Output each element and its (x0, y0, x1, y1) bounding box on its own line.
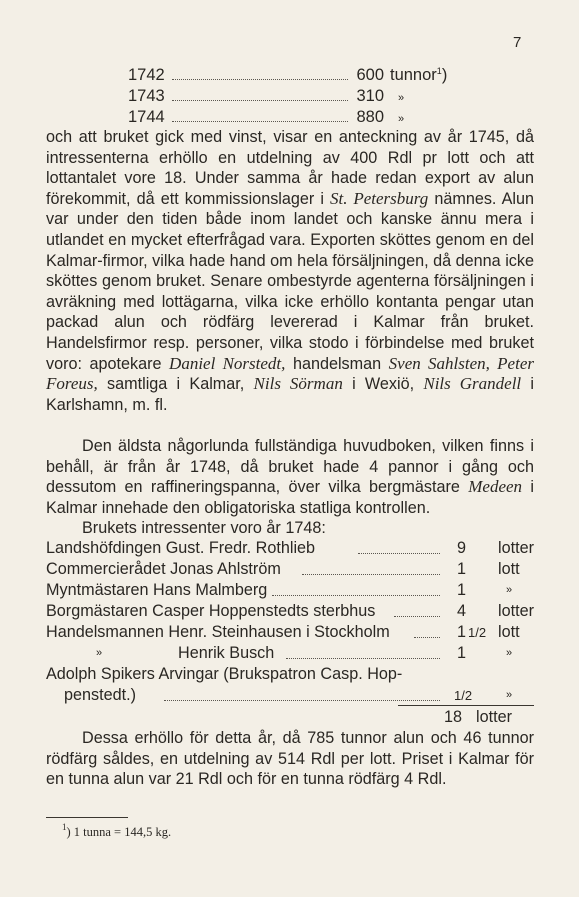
production-value: 880 (356, 108, 384, 126)
owner-row (46, 538, 534, 559)
owner-row (46, 559, 534, 580)
production-value: 310 (356, 87, 384, 105)
owner-qty-fraction: 1/2 (454, 688, 473, 703)
dot-leader (302, 574, 440, 575)
footnote-text: ) 1 tunna = 144,5 kg. (66, 825, 172, 839)
production-row-1743 (128, 87, 468, 108)
owners-list (46, 538, 534, 706)
place-name: St. Petersburg (330, 188, 429, 208)
person-name: Nils Grandell (423, 374, 522, 394)
production-value: 600 (356, 66, 384, 84)
owner-name-line2: penstedt.) (64, 686, 136, 704)
dot-leader (272, 595, 440, 596)
dot-leader (172, 79, 348, 80)
owner-row (46, 580, 534, 601)
total-qty: 18 (444, 708, 463, 726)
person-name: Nils Sörman (253, 374, 343, 394)
owners-heading: Brukets intressenter voro år 1748: (82, 519, 326, 537)
person-name: Medeen (468, 477, 523, 497)
owner-qty: 4 (456, 602, 466, 620)
owner-name: Landshöfdingen Gust. Fredr. Rothlieb (46, 539, 316, 557)
owner-qty: 1 (456, 560, 466, 578)
owner-unit: lotter (498, 602, 534, 620)
owner-unit: lott (498, 623, 520, 641)
paragraph-export: och att bruket gick med vinst, visar en anteckning av år 1745, då intressenterna erhöllo en utdelning av 400 Rdl pr lott och att lottantalet vore 18. Under samma år hade redan export av alun förekommit, då ett kommissionslager i St. Petersburg nämnes. Alun var under den tiden både inom landet och kanske ännu mera i utlandet en mycket efterfrågad vara. Exporten sköttes genom en del Kalmar-firmor, vilka hade hand om hela försäljningen, då denna icke sköttes genom bruket. Senare ombestyrde agenterna försäljningen i avräkning med lottägarna, vilka icke erhöllo kontanta pengar utan packad alun och rödfärg levererad i Kalmar från bruket. Handelsfirmor resp. personer, vilka stodo i förbindelse med bruket voro: apotekare Daniel Norstedt, handelsman Sven Sahlsten, Peter Foreus, samtliga i Kalmar, Nils Sörman i Wexiö, Nils Grandell i Karlshamn, m. fl. (46, 128, 534, 414)
owner-unit: lotter (498, 539, 534, 557)
owner-unit: » (506, 647, 513, 659)
footnote-mark: 1 (62, 822, 67, 832)
owner-unit: lott (498, 560, 520, 578)
production-row-1744 (128, 108, 468, 129)
total-row (444, 707, 512, 728)
production-year: 1742 (128, 66, 165, 84)
owner-row (46, 643, 534, 664)
owner-name: Handelsmannen Henr. Steinhausen i Stockholm (46, 623, 390, 641)
owner-unit: » (506, 584, 513, 596)
person-name: Sven Sahlsten, Peter Foreus, (46, 353, 534, 394)
owner-name: Henrik Busch (178, 644, 275, 662)
production-year: 1744 (128, 108, 165, 126)
ditto-mark: » (96, 647, 103, 659)
owner-qty: 1 (456, 623, 466, 641)
paragraph-dividend: Dessa erhöllo för detta år, då 785 tunnor alun och 46 tunnor rödfärg såldes, en utdelning av 514 Rdl per lott. Priset i Kalmar för en tunna alun var 21 Rdl och för en tunna rödfärg 4 Rdl. (46, 729, 534, 789)
person-name: Daniel Norstedt, (169, 353, 286, 373)
owner-qty-fraction: 1/2 (468, 625, 487, 640)
owner-name-line1: Adolph Spikers Arvingar (Brukspatron Casp. Hop- (46, 665, 403, 683)
owner-unit: » (506, 689, 513, 701)
owner-name: Borgmästaren Casper Hoppenstedts sterbhus (46, 602, 376, 620)
owner-name: Commercierådet Jonas Ahlström (46, 560, 281, 578)
production-table (128, 66, 468, 129)
dot-leader (286, 658, 440, 659)
production-unit: tunnor$^1$) (390, 66, 448, 84)
dot-leader (394, 616, 440, 617)
footnote-mark: 1 (436, 66, 442, 76)
owner-row (46, 664, 534, 706)
dot-leader (172, 121, 348, 122)
total-rule (398, 705, 534, 706)
footnote-rule (46, 817, 128, 818)
page-number: 7 (513, 34, 522, 51)
production-row-1742 (128, 66, 468, 87)
dot-leader (358, 553, 440, 554)
total-unit: lotter (476, 708, 512, 726)
owner-row (46, 601, 534, 622)
footnote (62, 822, 171, 840)
owner-qty: 1 (456, 581, 466, 599)
owner-row (46, 622, 534, 643)
owner-name: Myntmästaren Hans Malmberg (46, 581, 268, 599)
production-year: 1743 (128, 87, 165, 105)
paragraph-ledger: Den äldsta någorlunda fullständiga huvudboken, vilken finns i behåll, är från år 1748, då bruket hade 4 pannor i gång och dessutom en raffineringspanna, över vilka bergmästare Medeen i Kalmar innehade den obligatoriska statliga kontrollen. (46, 437, 534, 517)
owner-qty: 9 (456, 539, 466, 557)
owner-qty: 1 (456, 644, 466, 662)
ditto-mark: » (398, 92, 405, 104)
dot-leader (164, 700, 440, 701)
dot-leader (414, 637, 440, 638)
dot-leader (172, 100, 348, 101)
ditto-mark: » (398, 113, 405, 125)
